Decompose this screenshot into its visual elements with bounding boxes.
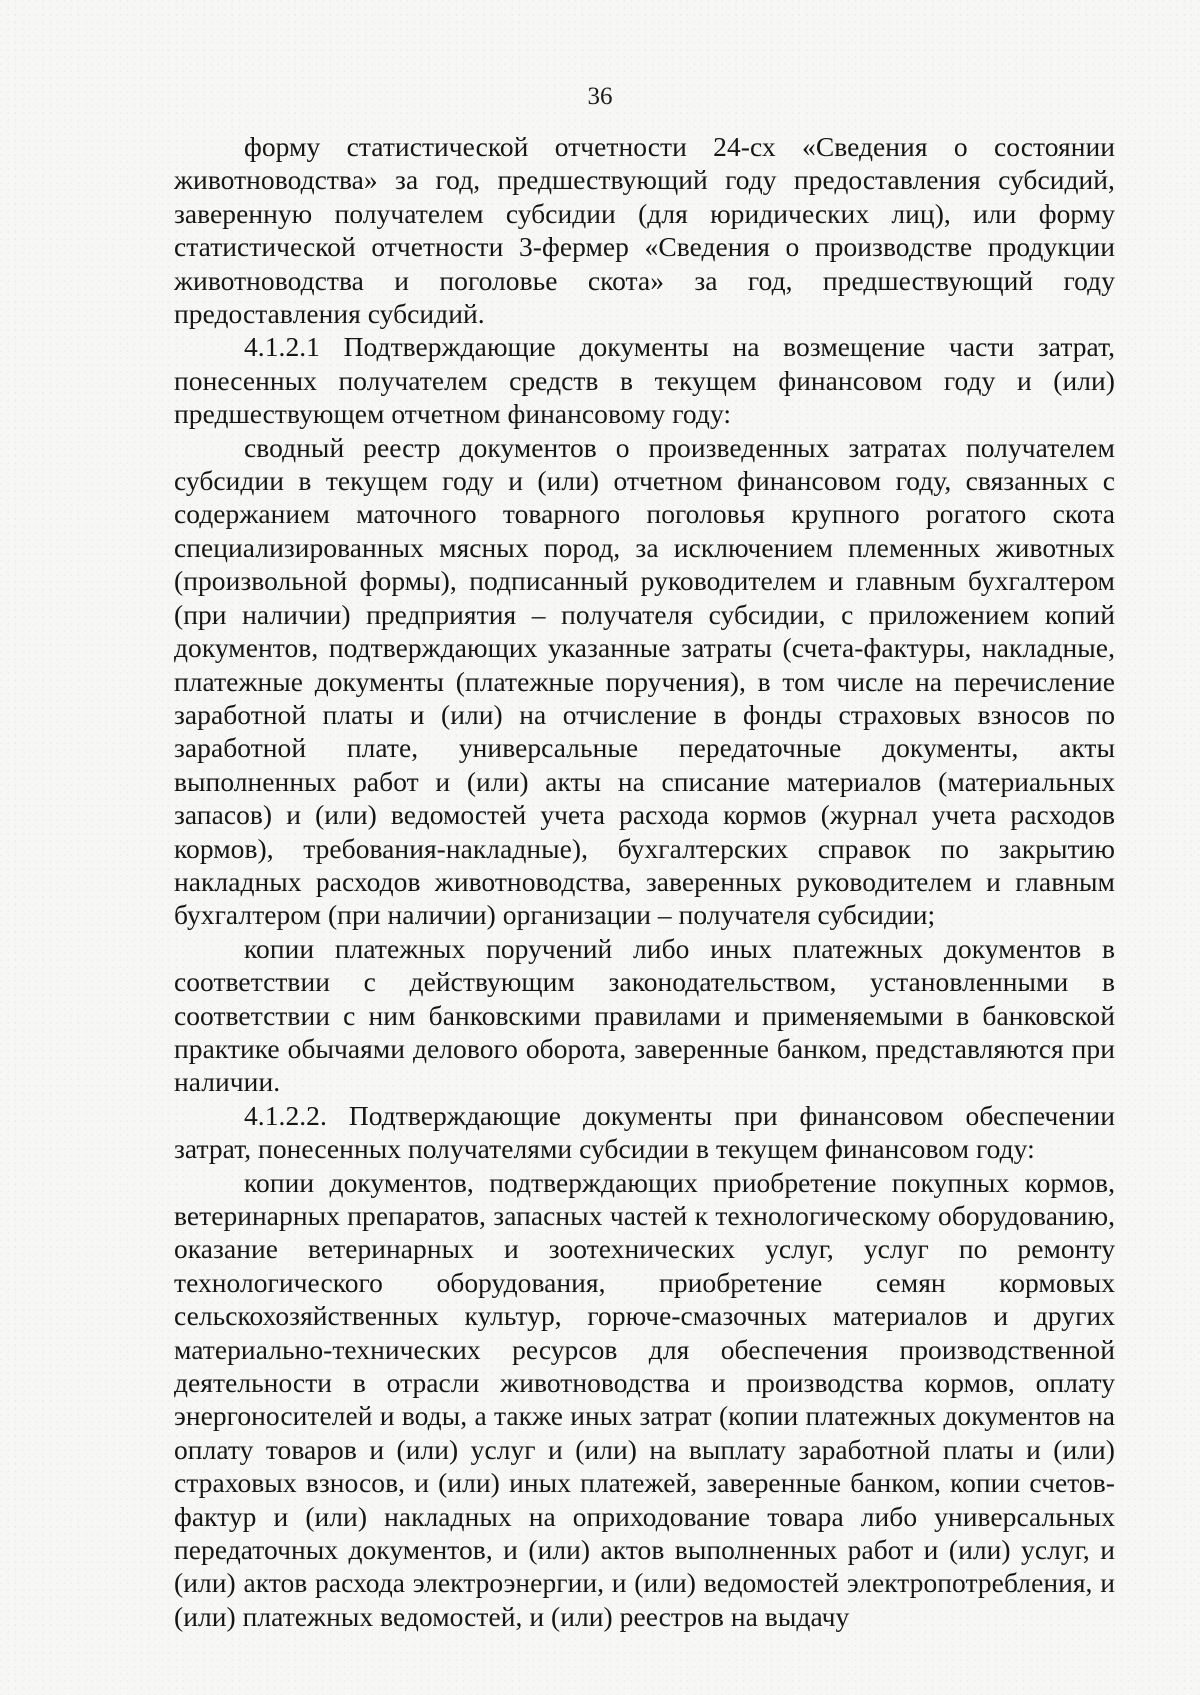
paragraph-statistical-reporting: форму статистической отчетности 24-сх «Сведения о состоянии животноводства» за год, предшествующий году предоставления субсидий, заверенную получателем субсидии (для юридических лиц), или форму статистической отчетности 3-фермер «Сведения о производстве продукции животноводства и поголовье скота» за год, предшествующий году предоставления субсидий. xyxy=(174,131,1115,330)
paragraph-summary-register: сводный реестр документов о произведенных затратах получателем субсидии в текущем году и (или) отчетном финансовом году, связанных с содержанием маточного товарного поголовья крупного рогатого скота специализированных мясных пород, за исключением племенных животных (произвольной формы), подписанный руководителем и главным бухгалтером (при наличии) предприятия – получателя субсидии, с приложением копий документов, подтверждающих указанные затраты (счета-фактуры, накладные, платежные документы (платежные поручения), в том числе на перечисление заработной платы и (или) на отчисление в фонды страховых взносов по заработной плате, универсальные передаточные документы, акты выполненных работ и (или) акты на списание материалов (материальных запасов) и (или) ведомостей учета расхода кормов (журнал учета расходов кормов), требования-накладные), бухгалтерских справок по закрытию накладных расходов животноводства, заверенных руководителем и главным бухгалтером (при наличии) организации – получателя субсидии; xyxy=(174,431,1115,931)
paragraph-section-4-1-2-2: 4.1.2.2. Подтверждающие документы при финансовом обеспечении затрат, понесенных получателями субсидии в текущем финансовом году: xyxy=(174,1099,1115,1165)
page-number: 36 xyxy=(587,83,613,110)
paragraph-payment-orders: копии платежных поручений либо иных платежных документов в соответствии с действующим законодательством, установленными в соответствии с ним банковскими правилами и применяемыми в банковской практике обычаями делового оборота, заверенные банком, представляются при наличии. xyxy=(174,932,1115,1098)
paragraph-section-4-1-2-1: 4.1.2.1 Подтверждающие документы на возмещение части затрат, понесенных получателем средств в текущем финансовом году и (или) предшествующем отчетном финансовому году: xyxy=(174,331,1115,430)
document-body xyxy=(174,130,1115,1633)
paragraph-cost-documents: копии документов, подтверждающих приобретение покупных кормов, ветеринарных препаратов, запасных частей к технологическому оборудованию, оказание ветеринарных и зоотехнических услуг, услуг по ремонту технологического оборудования, приобретение семян кормовых сельскохозяйственных культур, горюче-смазочных материалов и других материально-технических ресурсов для обеспечения производственной деятельности в отрасли животноводства и производства кормов, оплату энергоносителей и воды, а также иных затрат (копии платежных документов на оплату товаров и (или) услуг и (или) на выплату заработной платы и (или) страховых взносов, и (или) иных платежей, заверенные банком, копии счетов-фактур и (или) накладных на оприходование товара либо универсальных передаточных документов, и (или) актов выполненных работ и (или) услуг, и (или) актов расхода электроэнергии, и (или) ведомостей электропотребления, и (или) платежных ведомостей, и (или) реестров на выдачу xyxy=(174,1166,1115,1632)
